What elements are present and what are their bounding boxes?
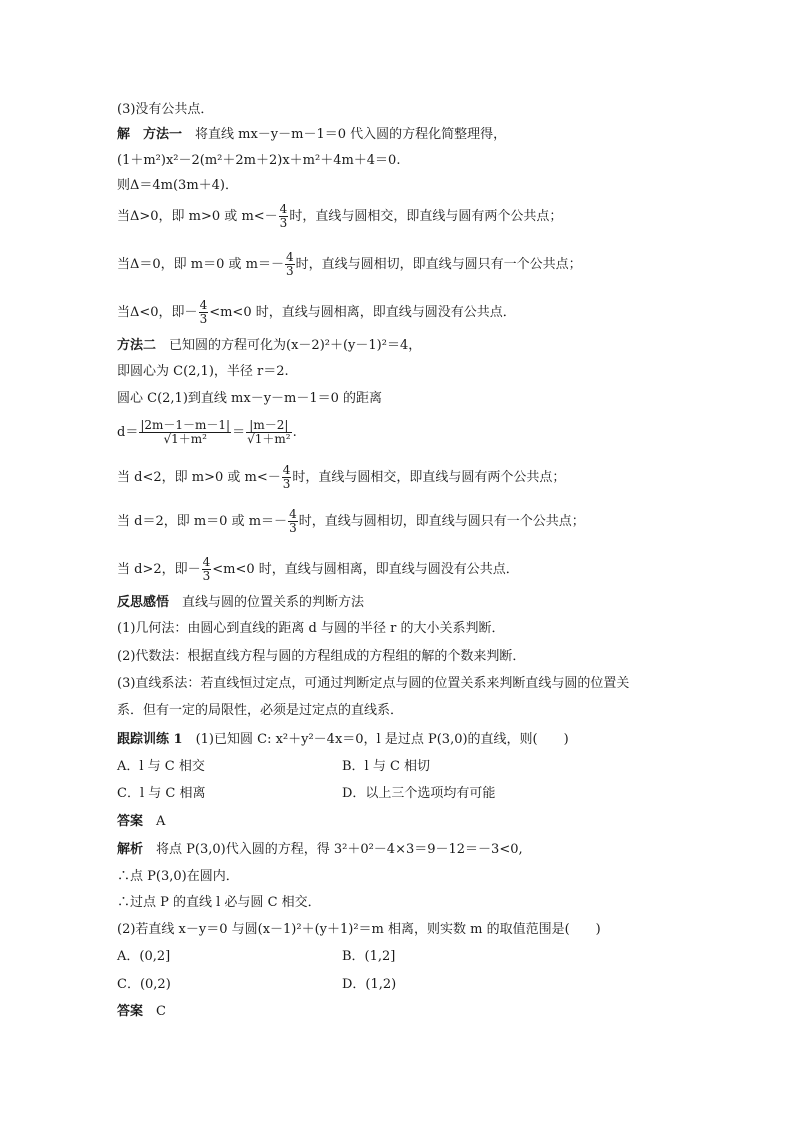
label-reflection: 反思感悟 [117,595,183,610]
option-d: D．(1,2) [342,977,397,992]
fraction: $\frac{4}{3}$ [199,298,208,326]
label-analysis: 解析 [117,842,157,857]
text-line: 解析 将点 P(3,0)代入圆的方程，得 3²＋0²－4×3＝9－12＝－3<0, [117,842,523,857]
label-answer: 答案 [117,814,157,829]
fraction: $\frac{|2m-1-m-1|}{\text{√1＋m²}}$ [140,418,231,446]
text-line: (1)几何法：由圆心到直线的距离 d 与圆的半径 r 的大小关系判断． [117,621,505,636]
text-line: ∴点 P(3,0)在圆内． [117,869,239,884]
fraction: $\frac{|m-2|}{\text{√1＋m²}}$ [247,418,291,446]
text-line: 当Δ＝0，即 m＝0 或 m＝－ $\frac{4}{3}$ 时，直线与圆相切，即直线与圆只有一个公共点； [117,250,582,278]
option-d: D．以上三个选项均有可能 [342,786,496,801]
text-line: (3)直线系法：若直线恒过定点，可通过判断定点与圆的位置关系来判断直线与圆的位置关 [117,676,630,691]
text-line: (3)没有公共点． [117,102,214,117]
text-line: 当 d>2，即－ $\frac{4}{3}$ <m<0 时，直线与圆相离，即直线与圆没有公共点． [117,555,519,583]
option-b: B．l 与 C 相切 [342,759,431,774]
label-solution: 解 方法一 [117,127,196,142]
question-line: (2)若直线 x－y＝0 与圆(x－1)²＋(y＋1)²＝m 相离，则实数 m 的取值范围是( ) [117,922,601,937]
text-line: 则Δ＝4m(3m＋4)． [117,178,238,193]
answer-line: 答案 A [117,814,166,829]
text-line: 即圆心为 C(2,1)，半径 r＝2. [117,364,289,379]
text-line: 当Δ>0，即 m>0 或 m<－ $\frac{4}{3}$ 时，直线与圆相交，即直线与圆有两个公共点； [117,202,563,230]
fraction: $\frac{4}{3}$ [279,202,288,230]
option-c: C．(0,2) [117,977,171,992]
fraction: $\frac{4}{3}$ [289,507,297,535]
text-line: 解 方法一 将直线 mx－y－m－1＝0 代入圆的方程化简整理得， [117,127,507,142]
fraction: $\frac{4}{3}$ [285,250,294,278]
text-line: 当 d<2，即 m>0 或 m<－ $\frac{4}{3}$ 时，直线与圆相交，即直线与圆有两个公共点； [117,463,566,491]
text-line: 当 d＝2，即 m＝0 或 m＝－ $\frac{4}{3}$ 时，直线与圆相切，即直线与圆只有一个公共点； [117,507,585,535]
answer-line: 答案 C [117,1004,166,1019]
text-line: 系．但有一定的局限性，必须是过定点的直线系． [117,703,404,718]
option-b: B．(1,2] [342,949,396,964]
text-line: 反思感悟 直线与圆的位置关系的判断方法 [117,595,365,610]
text-line: 当Δ<0，即－ $\frac{4}{3}$ <m<0 时，直线与圆相离，即直线与圆没有公共点． [117,298,516,326]
text-line: (2)代数法：根据直线方程与圆的方程组成的方程组的解的个数来判断． [117,649,526,664]
option-a: A．(0,2] [117,949,171,964]
text-line: 方法二 已知圆的方程可化为(x－2)²＋(y－1)²＝4， [117,338,422,353]
label-practice: 跟踪训练 1 [117,732,196,747]
option-c: C．l 与 C 相离 [117,786,206,801]
equation-line: (1＋m²)x²－2(m²＋2m＋2)x＋m²＋4m＋4＝0. [117,153,401,168]
text-line: 圆心 C(2,1)到直线 mx－y－m－1＝0 的距离 [117,391,383,406]
text-line: ∴过点 P 的直线 l 必与圆 C 相交． [117,895,321,910]
question-line: 跟踪训练 1 (1)已知圆 C: x²＋y²－4x＝0，l 是过点 P(3,0)的直线，则( ) [117,732,569,747]
label-answer: 答案 [117,1004,157,1019]
distance-formula: d＝ $\frac{|2m-1-m-1|}{\text{√1＋m²}}$ ＝ $\frac{|m-2|}{\text{√1＋m²}}$ . [117,418,297,446]
fraction: $\frac{4}{3}$ [202,555,211,583]
fraction: $\frac{4}{3}$ [282,463,291,491]
option-a: A．l 与 C 相交 [117,759,205,774]
label-method-two: 方法二 [117,338,170,353]
